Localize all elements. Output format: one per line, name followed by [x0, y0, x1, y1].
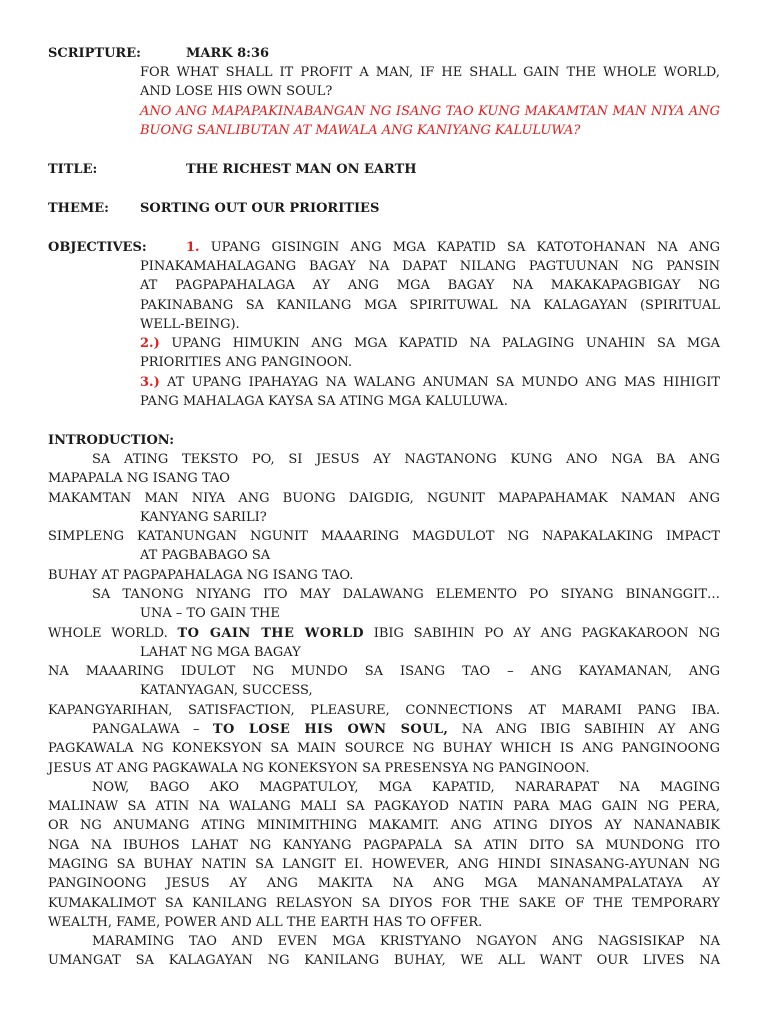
- objectives-label: OBJECTIVES:: [48, 240, 147, 255]
- intro-line: SA TANONG NIYANG ITO MAY DALAWANG ELEMENTO PO SIYANG BINANGGIT…: [92, 587, 720, 602]
- theme-value: SORTING OUT OUR PRIORITIES: [140, 201, 380, 216]
- objective-text: UPANG HIMUKIN ANG MGA KAPATID NA PALAGING UNAHIN SA MGA: [171, 336, 721, 351]
- scripture-reference: MARK 8:36: [186, 46, 270, 61]
- objective-line: PINAKAMAHALAGANG BAGAY NA DAPAT NILANG PAGTUUNAN NG PANSIN: [140, 259, 720, 274]
- title-value: THE RICHEST MAN ON EARTH: [186, 162, 417, 177]
- theme-label: THEME:: [48, 201, 109, 216]
- scripture-tagalog-line: BUONG SANLIBUTAN AT MAWALA ANG KANIYANG KALULUWA?: [140, 123, 581, 138]
- intro-line: NA MAAARING IDULOT NG MUNDO SA ISANG TAO – ANG KAYAMANAN, ANG: [48, 664, 720, 679]
- objective-line: [140, 334, 720, 354]
- intro-line: SIMPLENG KATANUNGAN NGUNIT MAAARING MAGDULOT NG NAPAKALAKING IMPACT: [48, 529, 720, 544]
- intro-line: [48, 624, 720, 644]
- introduction-label: INTRODUCTION:: [48, 433, 175, 448]
- intro-line: KUMAKALIMOT SA KANILANG RELASYON SA DIYOS FOR THE SAKE OF THE TEMPORARY: [48, 896, 720, 911]
- intro-text: NA ANG IBIG SABIHIN AY ANG: [461, 722, 720, 737]
- intro-line: UMANGAT SA KALAGAYAN NG KANILANG BUHAY, WE ALL WANT OUR LIVES NA: [48, 953, 720, 968]
- intro-emphasis: TO GAIN THE WORLD: [177, 626, 364, 641]
- scripture-english-line: AND LOSE HIS OWN SOUL?: [140, 84, 333, 99]
- objective-line: WELL-BEING).: [140, 317, 240, 332]
- intro-emphasis: TO LOSE HIS OWN SOUL,: [212, 722, 449, 737]
- objective-line: AT PAGPAPAHALAGA AY ANG MGA BAGAY NA MAKAKAPAGBIGAY NG: [140, 278, 720, 293]
- intro-line: KAPANGYARIHAN, SATISFACTION, PLEASURE, CONNECTIONS AT MARAMI PANG IBA.: [48, 703, 720, 718]
- intro-line: MAPAPALA NG ISANG TAO: [48, 471, 230, 486]
- objective-line: PRIORITIES ANG PANGINOON.: [140, 355, 353, 370]
- intro-text: IBIG SABIHIN PO AY ANG PAGKAKAROON NG: [373, 626, 720, 641]
- objective-text: UPANG GISINGIN ANG MGA KAPATID SA KATOTOHANAN NA ANG: [210, 240, 720, 255]
- intro-line: PANGINOONG JESUS AY ANG MAKITA NA ANG MGA MANANAMPALATAYA AY: [48, 876, 720, 891]
- intro-line: OR NG ANUMANG ATING MINIMITHING MAKAMIT. ANG ATING DIYOS AY NANANABIK: [48, 818, 720, 833]
- intro-line: JESUS AT ANG PAGKAWALA NG KONEKSYON SA PRESENSYA NG PANGINOON.: [48, 761, 590, 776]
- intro-line: [92, 720, 720, 740]
- intro-line: KATANYAGAN, SUCCESS,: [140, 683, 313, 698]
- intro-line: UNA – TO GAIN THE: [140, 606, 280, 621]
- objective-line: PAKINABANG SA KANILANG MGA SPIRITUWAL NA KALAGAYAN (SPIRITUAL: [140, 298, 720, 313]
- objective-line: PANG MAHALAGA KAYSA SA ATING MGA KALULUWA.: [140, 394, 508, 409]
- intro-line: NGA NA IBUHOS LAHAT NG KANYANG PAGPAPALA SA ATIN DITO SA MUNDONG ITO: [48, 838, 720, 853]
- scripture-label: SCRIPTURE:: [48, 46, 141, 61]
- intro-text: PANGALAWA –: [92, 722, 200, 737]
- objective-number: 1.: [186, 240, 200, 255]
- scripture-english-line: FOR WHAT SHALL IT PROFIT A MAN, IF HE SHALL GAIN THE WHOLE WORLD,: [140, 65, 720, 80]
- intro-line: WEALTH, FAME, POWER AND ALL THE EARTH HAS TO OFFER.: [48, 915, 483, 930]
- intro-text: WHOLE WORLD.: [48, 626, 168, 641]
- intro-line: SA ATING TEKSTO PO, SI JESUS AY NAGTANONG KUNG ANO NGA BA ANG: [92, 452, 720, 467]
- intro-line: LAHAT NG MGA BAGAY: [140, 645, 301, 660]
- objective-line: [140, 373, 720, 393]
- objective-number: 2.): [140, 336, 160, 351]
- intro-line: AT PAGBABAGO SA: [140, 548, 271, 563]
- intro-line: PAGKAWALA NG KONEKSYON SA MAIN SOURCE NG BUHAY WHICH IS ANG PANGINOONG: [48, 741, 720, 756]
- scripture-tagalog-line: ANO ANG MAPAPAKINABANGAN NG ISANG TAO KUNG MAKAMTAN MAN NIYA ANG: [140, 104, 720, 119]
- intro-line: NOW, BAGO AKO MAGPATULOY, MGA KAPATID, NARARAPAT NA MAGING: [92, 780, 720, 795]
- title-label: TITLE:: [48, 162, 98, 177]
- intro-line: MAGING SA BUHAY NATIN SA LANGIT EI. HOWEVER, ANG HINDI SINASANG-AYUNAN NG: [48, 857, 720, 872]
- intro-line: BUHAY AT PAGPAPAHALAGA NG ISANG TAO.: [48, 568, 354, 583]
- intro-line: MAKAMTAN MAN NIYA ANG BUONG DAIGDIG, NGUNIT MAPAPAHAMAK NAMAN ANG: [48, 491, 720, 506]
- intro-line: MALINAW SA ATIN NA WALANG MALI SA PAGKAYOD NATIN PARA MAG GAIN NG PERA,: [48, 799, 720, 814]
- intro-line: KANYANG SARILI?: [140, 510, 267, 525]
- intro-line: MARAMING TAO AND EVEN MGA KRISTYANO NGAYON ANG NAGSISIKAP NA: [92, 934, 720, 949]
- objective-number: 3.): [140, 375, 160, 390]
- objective-text: AT UPANG IPAHAYAG NA WALANG ANUMAN SA MUNDO ANG MAS HIHIGIT: [167, 375, 721, 390]
- objective-line: [186, 238, 720, 258]
